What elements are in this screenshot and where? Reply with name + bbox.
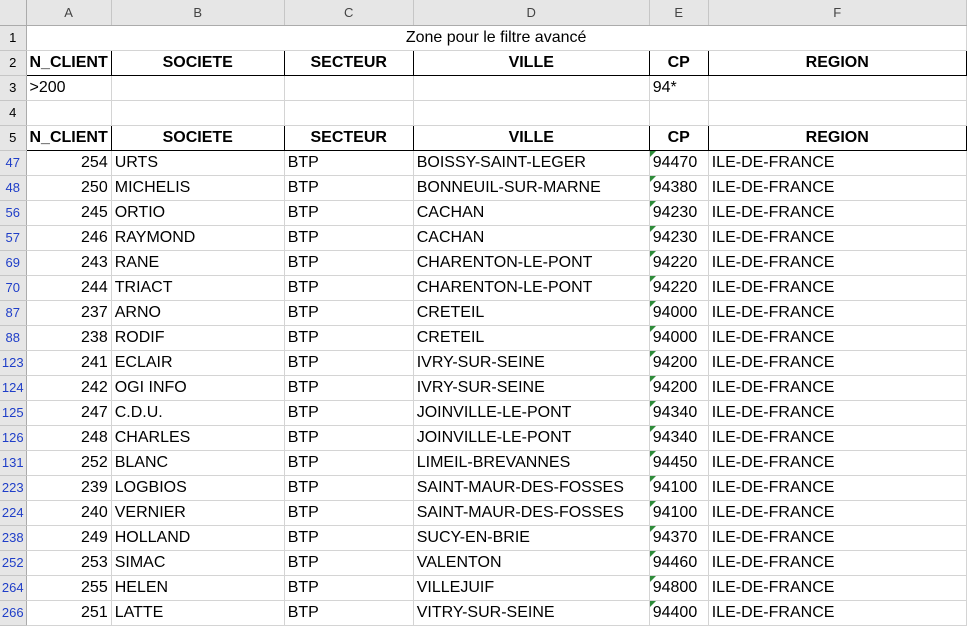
row-header[interactable]: 56 (0, 201, 26, 226)
row-header[interactable]: 266 (0, 601, 26, 626)
empty-cell[interactable] (708, 101, 966, 126)
cell-cp[interactable] (649, 276, 708, 301)
data-header-ville[interactable]: VILLE (413, 126, 649, 151)
cell-region[interactable]: ILE-DE-FRANCE (708, 276, 966, 301)
cell-cp[interactable] (649, 501, 708, 526)
cell-cp[interactable] (649, 326, 708, 351)
cell-ville[interactable]: JOINVILLE-LE-PONT (413, 426, 649, 451)
cp-value: 94340 (652, 429, 698, 446)
cell-secteur[interactable]: BTP (284, 176, 413, 201)
row-header[interactable]: 4 (0, 101, 26, 126)
table-row (0, 526, 966, 551)
row-header[interactable]: 264 (0, 576, 26, 601)
cp-value: 94800 (652, 579, 698, 596)
number-stored-as-text-flag-icon (650, 226, 656, 232)
column-header-a[interactable]: A (26, 0, 111, 26)
column-header-row (0, 0, 966, 26)
number-stored-as-text-flag-icon (650, 151, 656, 157)
empty-cell[interactable] (26, 101, 111, 126)
criteria-header-region[interactable]: REGION (708, 51, 966, 76)
cell-cp[interactable] (649, 451, 708, 476)
cell-cp[interactable] (649, 176, 708, 201)
row-header[interactable]: 252 (0, 551, 26, 576)
row-header[interactable]: 124 (0, 376, 26, 401)
number-stored-as-text-flag-icon (650, 351, 656, 357)
cp-value: 94220 (652, 279, 698, 296)
cell-ville[interactable]: LIMEIL-BREVANNES (413, 451, 649, 476)
cell-region[interactable]: ILE-DE-FRANCE (708, 501, 966, 526)
cell-region[interactable]: ILE-DE-FRANCE (708, 551, 966, 576)
table-row (0, 401, 966, 426)
cell-secteur[interactable]: BTP (284, 151, 413, 176)
number-stored-as-text-flag-icon (650, 201, 656, 207)
data-header-n-client[interactable]: N_CLIENT (26, 126, 111, 151)
cell-n-client[interactable]: 248 (26, 426, 111, 451)
cp-value: 94230 (652, 229, 698, 246)
cp-value: 94230 (652, 204, 698, 221)
filter-zone-title[interactable]: Zone pour le filtre avancé (26, 26, 966, 51)
data-header-region[interactable]: REGION (708, 126, 966, 151)
cell-societe[interactable]: OGI INFO (111, 376, 284, 401)
row-header[interactable]: 88 (0, 326, 26, 351)
cell-ville[interactable]: SAINT-MAUR-DES-FOSSES (413, 501, 649, 526)
cp-value: 94380 (652, 179, 698, 196)
data-header-cp[interactable]: CP (649, 126, 708, 151)
cell-cp[interactable] (649, 526, 708, 551)
table-row (0, 151, 966, 176)
cell-cp[interactable] (649, 351, 708, 376)
cell-ville[interactable]: CHARENTON-LE-PONT (413, 276, 649, 301)
cell-n-client[interactable]: 239 (26, 476, 111, 501)
cell-cp[interactable] (649, 426, 708, 451)
number-stored-as-text-flag-icon (650, 176, 656, 182)
cell-region[interactable]: ILE-DE-FRANCE (708, 326, 966, 351)
cell-societe[interactable]: URTS (111, 151, 284, 176)
cp-value: 94450 (652, 454, 698, 471)
cell-ville[interactable]: VITRY-SUR-SEINE (413, 601, 649, 626)
column-header-d[interactable]: D (413, 0, 649, 26)
row-header[interactable]: 126 (0, 426, 26, 451)
empty-cell[interactable] (413, 101, 649, 126)
criteria-header-secteur[interactable]: SECTEUR (284, 51, 413, 76)
cell-region[interactable]: ILE-DE-FRANCE (708, 151, 966, 176)
cell-ville[interactable]: JOINVILLE-LE-PONT (413, 401, 649, 426)
cell-region[interactable]: ILE-DE-FRANCE (708, 351, 966, 376)
cell-societe[interactable]: ORTIO (111, 201, 284, 226)
number-stored-as-text-flag-icon (650, 376, 656, 382)
cell-societe[interactable]: VERNIER (111, 501, 284, 526)
data-header-row (0, 126, 966, 151)
table-row (0, 426, 966, 451)
criteria-header-ville[interactable]: VILLE (413, 51, 649, 76)
row-header[interactable]: 131 (0, 451, 26, 476)
cell-societe[interactable]: TRIACT (111, 276, 284, 301)
cp-value: 94100 (652, 504, 698, 521)
number-stored-as-text-flag-icon (650, 601, 656, 607)
table-row (0, 276, 966, 301)
cell-secteur[interactable]: BTP (284, 376, 413, 401)
cell-ville[interactable]: VILLEJUIF (413, 576, 649, 601)
cell-region[interactable]: ILE-DE-FRANCE (708, 201, 966, 226)
number-stored-as-text-flag-icon (650, 576, 656, 582)
number-stored-as-text-flag-icon (650, 426, 656, 432)
cell-ville[interactable]: BOISSY-SAINT-LEGER (413, 151, 649, 176)
number-stored-as-text-flag-icon (650, 526, 656, 532)
cell-ville[interactable]: CACHAN (413, 226, 649, 251)
cp-value: 94340 (652, 404, 698, 421)
cp-value: 94220 (652, 254, 698, 271)
select-all-corner[interactable] (0, 0, 26, 26)
cp-value: 94200 (652, 379, 698, 396)
cell-ville[interactable]: CACHAN (413, 201, 649, 226)
data-header-societe[interactable]: SOCIETE (111, 126, 284, 151)
cell-region[interactable]: ILE-DE-FRANCE (708, 601, 966, 626)
cell-societe[interactable]: ECLAIR (111, 351, 284, 376)
cell-cp[interactable] (649, 601, 708, 626)
cell-societe[interactable]: SIMAC (111, 551, 284, 576)
cell-ville[interactable]: CRETEIL (413, 301, 649, 326)
cell-cp[interactable] (649, 251, 708, 276)
cell-secteur[interactable]: BTP (284, 576, 413, 601)
number-stored-as-text-flag-icon (650, 551, 656, 557)
cell-societe[interactable]: MICHELIS (111, 176, 284, 201)
cell-cp[interactable] (649, 201, 708, 226)
row-header[interactable]: 1 (0, 26, 26, 51)
criteria-secteur-cell[interactable] (284, 76, 413, 101)
cell-secteur[interactable]: BTP (284, 226, 413, 251)
cell-n-client[interactable]: 243 (26, 251, 111, 276)
cell-secteur[interactable]: BTP (284, 401, 413, 426)
cp-value: 94000 (652, 304, 698, 321)
cell-secteur[interactable]: BTP (284, 526, 413, 551)
table-row (0, 201, 966, 226)
cp-value: 94370 (652, 529, 698, 546)
criteria-n-client-cell[interactable]: >200 (26, 76, 111, 101)
table-row (0, 226, 966, 251)
cell-cp[interactable] (649, 576, 708, 601)
cell-n-client[interactable]: 255 (26, 576, 111, 601)
cell-secteur[interactable]: BTP (284, 501, 413, 526)
cell-ville[interactable]: BONNEUIL-SUR-MARNE (413, 176, 649, 201)
cell-secteur[interactable]: BTP (284, 251, 413, 276)
cell-ville[interactable]: SUCY-EN-BRIE (413, 526, 649, 551)
cell-ville[interactable]: CHARENTON-LE-PONT (413, 251, 649, 276)
row-header[interactable]: 3 (0, 76, 26, 101)
cell-region[interactable]: ILE-DE-FRANCE (708, 251, 966, 276)
row-header[interactable]: 123 (0, 351, 26, 376)
column-header-b[interactable]: B (111, 0, 284, 26)
number-stored-as-text-flag-icon (650, 476, 656, 482)
criteria-header-row (0, 51, 966, 76)
cell-ville[interactable]: VALENTON (413, 551, 649, 576)
table-row (0, 351, 966, 376)
cell-secteur[interactable]: BTP (284, 476, 413, 501)
cell-secteur[interactable]: BTP (284, 551, 413, 576)
column-header-f[interactable]: F (708, 0, 966, 26)
row-header[interactable]: 238 (0, 526, 26, 551)
criteria-header-cp[interactable]: CP (649, 51, 708, 76)
cell-n-client[interactable]: 237 (26, 301, 111, 326)
table-row (0, 176, 966, 201)
number-stored-as-text-flag-icon (650, 276, 656, 282)
table-row (0, 451, 966, 476)
table-row (0, 376, 966, 401)
row-header[interactable]: 70 (0, 276, 26, 301)
cell-region[interactable]: ILE-DE-FRANCE (708, 376, 966, 401)
cell-societe[interactable]: ARNO (111, 301, 284, 326)
cell-region[interactable]: ILE-DE-FRANCE (708, 226, 966, 251)
cell-n-client[interactable]: 247 (26, 401, 111, 426)
data-header-secteur[interactable]: SECTEUR (284, 126, 413, 151)
cell-n-client[interactable]: 252 (26, 451, 111, 476)
row-header[interactable]: 224 (0, 501, 26, 526)
table-row (0, 326, 966, 351)
cp-value: 94000 (652, 329, 698, 346)
cell-societe[interactable]: BLANC (111, 451, 284, 476)
criteria-cp-cell[interactable]: 94* (649, 76, 708, 101)
cell-secteur[interactable]: BTP (284, 276, 413, 301)
criteria-values-row (0, 76, 966, 101)
cell-n-client[interactable]: 251 (26, 601, 111, 626)
cell-cp[interactable] (649, 301, 708, 326)
criteria-region-cell[interactable] (708, 76, 966, 101)
table-row (0, 301, 966, 326)
cell-secteur[interactable]: BTP (284, 426, 413, 451)
row-header[interactable]: 57 (0, 226, 26, 251)
cell-n-client[interactable]: 249 (26, 526, 111, 551)
cell-region[interactable]: ILE-DE-FRANCE (708, 301, 966, 326)
cell-societe[interactable]: LATTE (111, 601, 284, 626)
cell-societe[interactable]: LOGBIOS (111, 476, 284, 501)
cell-region[interactable]: ILE-DE-FRANCE (708, 426, 966, 451)
column-header-e[interactable]: E (649, 0, 708, 26)
cell-n-client[interactable]: 242 (26, 376, 111, 401)
row-header[interactable]: 87 (0, 301, 26, 326)
cell-n-client[interactable]: 240 (26, 501, 111, 526)
cell-ville[interactable]: CRETEIL (413, 326, 649, 351)
row-header[interactable]: 48 (0, 176, 26, 201)
empty-cell[interactable] (649, 101, 708, 126)
empty-cell[interactable] (111, 101, 284, 126)
cell-n-client[interactable]: 253 (26, 551, 111, 576)
table-row (0, 476, 966, 501)
cell-cp[interactable] (649, 551, 708, 576)
criteria-header-societe[interactable]: SOCIETE (111, 51, 284, 76)
table-row (0, 601, 966, 626)
cell-societe[interactable]: CHARLES (111, 426, 284, 451)
cell-ville[interactable]: IVRY-SUR-SEINE (413, 376, 649, 401)
cell-cp[interactable] (649, 476, 708, 501)
title-row (0, 26, 966, 51)
row-header[interactable]: 223 (0, 476, 26, 501)
cell-ville[interactable]: IVRY-SUR-SEINE (413, 351, 649, 376)
cell-n-client[interactable]: 244 (26, 276, 111, 301)
criteria-societe-cell[interactable] (111, 76, 284, 101)
cell-n-client[interactable]: 245 (26, 201, 111, 226)
row-header[interactable]: 125 (0, 401, 26, 426)
cell-secteur[interactable]: BTP (284, 301, 413, 326)
cell-region[interactable]: ILE-DE-FRANCE (708, 576, 966, 601)
number-stored-as-text-flag-icon (650, 301, 656, 307)
cell-secteur[interactable]: BTP (284, 201, 413, 226)
criteria-header-n-client[interactable]: N_CLIENT (26, 51, 111, 76)
criteria-ville-cell[interactable] (413, 76, 649, 101)
row-header[interactable]: 5 (0, 126, 26, 151)
number-stored-as-text-flag-icon (650, 501, 656, 507)
cell-n-client[interactable]: 254 (26, 151, 111, 176)
cell-secteur[interactable]: BTP (284, 601, 413, 626)
cell-societe[interactable]: RODIF (111, 326, 284, 351)
cp-value: 94460 (652, 554, 698, 571)
table-row (0, 501, 966, 526)
row-header[interactable]: 69 (0, 251, 26, 276)
cell-cp[interactable] (649, 401, 708, 426)
cell-cp[interactable] (649, 226, 708, 251)
number-stored-as-text-flag-icon (650, 251, 656, 257)
cell-cp[interactable] (649, 376, 708, 401)
row-header[interactable]: 47 (0, 151, 26, 176)
cell-societe[interactable]: RAYMOND (111, 226, 284, 251)
cell-secteur[interactable]: BTP (284, 351, 413, 376)
cell-ville[interactable]: SAINT-MAUR-DES-FOSSES (413, 476, 649, 501)
table-row (0, 251, 966, 276)
cell-secteur[interactable]: BTP (284, 326, 413, 351)
cell-n-client[interactable]: 246 (26, 226, 111, 251)
table-row (0, 576, 966, 601)
number-stored-as-text-flag-icon (650, 401, 656, 407)
cell-region[interactable]: ILE-DE-FRANCE (708, 451, 966, 476)
number-stored-as-text-flag-icon (650, 326, 656, 332)
column-header-c[interactable]: C (284, 0, 413, 26)
cp-value: 94470 (652, 154, 698, 171)
cell-region[interactable]: ILE-DE-FRANCE (708, 476, 966, 501)
cell-societe[interactable]: HELEN (111, 576, 284, 601)
cell-societe[interactable]: HOLLAND (111, 526, 284, 551)
cell-n-client[interactable]: 250 (26, 176, 111, 201)
cell-region[interactable]: ILE-DE-FRANCE (708, 176, 966, 201)
cp-value: 94200 (652, 354, 698, 371)
cell-societe[interactable]: C.D.U. (111, 401, 284, 426)
cell-societe[interactable]: RANE (111, 251, 284, 276)
number-stored-as-text-flag-icon (650, 451, 656, 457)
cell-region[interactable]: ILE-DE-FRANCE (708, 526, 966, 551)
cell-secteur[interactable]: BTP (284, 451, 413, 476)
table-row (0, 551, 966, 576)
cell-region[interactable]: ILE-DE-FRANCE (708, 401, 966, 426)
cell-n-client[interactable]: 238 (26, 326, 111, 351)
empty-row (0, 101, 966, 126)
cell-cp[interactable] (649, 151, 708, 176)
cp-value: 94400 (652, 604, 698, 621)
cp-value: 94100 (652, 479, 698, 496)
empty-cell[interactable] (284, 101, 413, 126)
row-header[interactable]: 2 (0, 51, 26, 76)
cell-n-client[interactable]: 241 (26, 351, 111, 376)
